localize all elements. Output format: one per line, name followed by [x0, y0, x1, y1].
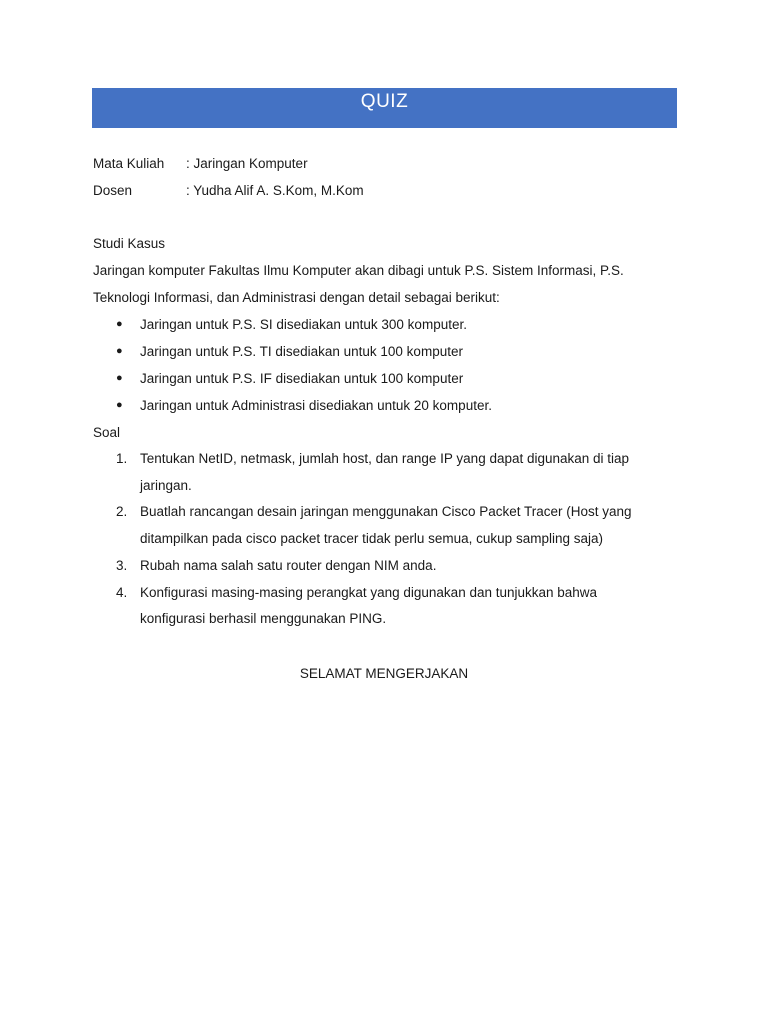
- question-text: Konfigurasi masing-masing perangkat yang digunakan dan tunjukkan bahwa konfigurasi berhasil menggunakan PING.: [140, 584, 598, 627]
- question-item: [93, 446, 660, 499]
- lecturer-row: [93, 177, 678, 204]
- bullet-icon: ●: [116, 318, 123, 330]
- question-number: 3.: [116, 557, 128, 573]
- quiz-title-bar: [92, 88, 677, 128]
- section-spacer: [93, 204, 678, 230]
- question-number: 4.: [116, 584, 128, 600]
- case-study-list: [93, 311, 678, 419]
- questions-heading: Soal: [93, 425, 121, 440]
- bullet-icon: ●: [116, 399, 123, 411]
- list-item-text: Jaringan untuk P.S. SI disediakan untuk 300 komputer.: [140, 317, 467, 332]
- list-item: [93, 365, 678, 392]
- bullet-icon: ●: [116, 372, 123, 384]
- questions-list: [93, 446, 678, 633]
- question-item: [93, 499, 660, 552]
- lecturer-value: : Yudha Alif A. S.Kom, M.Kom: [186, 183, 364, 198]
- course-label: Mata Kuliah: [93, 156, 165, 171]
- question-item: [93, 580, 660, 633]
- lecturer-label: Dosen: [93, 183, 133, 198]
- case-study-heading: Studi Kasus: [93, 236, 166, 251]
- question-number: 2.: [116, 504, 128, 520]
- document-content: [93, 150, 678, 633]
- course-value: : Jaringan Komputer: [186, 156, 308, 171]
- list-item: [93, 311, 678, 338]
- quiz-title: QUIZ: [360, 91, 409, 112]
- list-item: [93, 338, 678, 365]
- list-item-text: Jaringan untuk P.S. IF disediakan untuk 100 komputer: [140, 371, 464, 386]
- question-item: [93, 553, 660, 580]
- question-text: Tentukan NetID, netmask, jumlah host, dan range IP yang dapat digunakan di tiap jaringan.: [140, 451, 630, 493]
- list-item-text: Jaringan untuk Administrasi disediakan untuk 20 komputer.: [140, 398, 492, 413]
- question-text: Buatlah rancangan desain jaringan menggunakan Cisco Packet Tracer (Host yang ditampilkan pada cisco packet tracer tidak perlu semua, cukup sampling saja): [140, 504, 632, 547]
- course-row: [93, 150, 678, 177]
- question-number: 1.: [116, 451, 128, 466]
- case-study-intro: Jaringan komputer Fakultas Ilmu Komputer akan dibagi untuk P.S. Sistem Informasi, P.S. Teknologi Informasi, dan Administrasi dengan detail sebagai berikut:: [93, 263, 624, 305]
- list-item-text: Jaringan untuk P.S. TI disediakan untuk 100 komputer: [140, 344, 463, 359]
- closing-text: SELAMAT MENGERJAKAN: [299, 666, 469, 681]
- question-text: Rubah nama salah satu router dengan NIM anda.: [140, 557, 437, 573]
- list-item: [93, 392, 678, 419]
- bullet-icon: ●: [116, 345, 123, 357]
